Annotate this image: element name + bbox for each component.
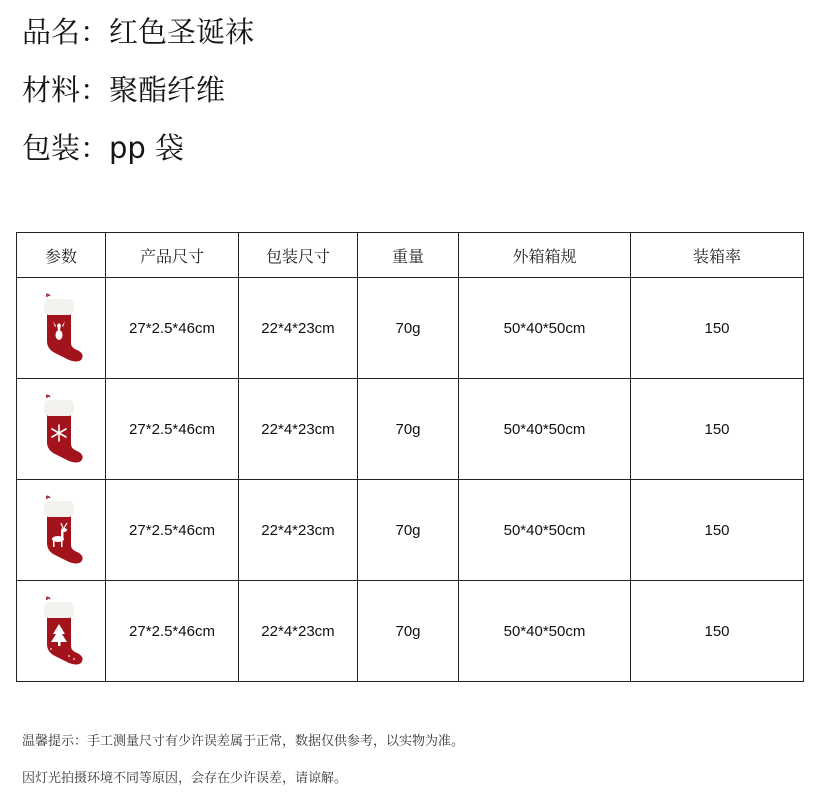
carton-size-cell: 50*40*50cm <box>459 581 631 682</box>
stocking-snowflake-icon <box>41 394 87 464</box>
weight-cell: 70g <box>358 278 459 379</box>
product-size-cell: 27*2.5*46cm <box>106 581 239 682</box>
weight-cell: 70g <box>358 379 459 480</box>
header-weight: 重量 <box>358 233 459 278</box>
header-params: 参数 <box>17 233 106 278</box>
package-size-cell: 22*4*23cm <box>239 480 358 581</box>
lighting-note: 因灯光拍摄环境不同等原因，会存在少许误差，请谅解。 <box>22 771 348 786</box>
header-carton-size: 外箱箱规 <box>459 233 631 278</box>
weight-cell: 70g <box>358 480 459 581</box>
product-size-cell: 27*2.5*46cm <box>106 379 239 480</box>
product-size-cell: 27*2.5*46cm <box>106 278 239 379</box>
image-cell <box>17 379 106 480</box>
stocking-reindeer-icon <box>41 495 87 565</box>
product-name-line: 品名：红色圣诞袜 <box>22 15 255 49</box>
weight-cell: 70g <box>358 581 459 682</box>
package-size-cell: 22*4*23cm <box>239 581 358 682</box>
product-size-cell: 27*2.5*46cm <box>106 480 239 581</box>
packing-rate-cell: 150 <box>631 480 804 581</box>
packing-rate-cell: 150 <box>631 379 804 480</box>
measurement-note: 温馨提示：手工测量尺寸有少许误差属于正常，数据仅供参考，以实物为准。 <box>22 734 465 749</box>
carton-size-cell: 50*40*50cm <box>459 278 631 379</box>
packing-rate-cell: 150 <box>631 581 804 682</box>
package-line: 包装：pp 袋 <box>22 131 185 165</box>
carton-size-cell: 50*40*50cm <box>459 480 631 581</box>
header-package-size: 包装尺寸 <box>239 233 358 278</box>
spec-table <box>16 232 804 682</box>
table-row <box>17 278 804 379</box>
package-size-cell: 22*4*23cm <box>239 278 358 379</box>
table-row <box>17 480 804 581</box>
material-line: 材料：聚酯纤维 <box>22 73 226 107</box>
package-size-cell: 22*4*23cm <box>239 379 358 480</box>
table-row <box>17 379 804 480</box>
packing-rate-cell: 150 <box>631 278 804 379</box>
stocking-tree-icon <box>41 596 87 666</box>
image-cell <box>17 581 106 682</box>
stocking-reindeer-head-icon <box>41 293 87 363</box>
carton-size-cell: 50*40*50cm <box>459 379 631 480</box>
header-product-size: 产品尺寸 <box>106 233 239 278</box>
table-row <box>17 581 804 682</box>
header-packing-rate: 装箱率 <box>631 233 804 278</box>
table-header-row <box>17 233 804 278</box>
image-cell <box>17 480 106 581</box>
image-cell <box>17 278 106 379</box>
